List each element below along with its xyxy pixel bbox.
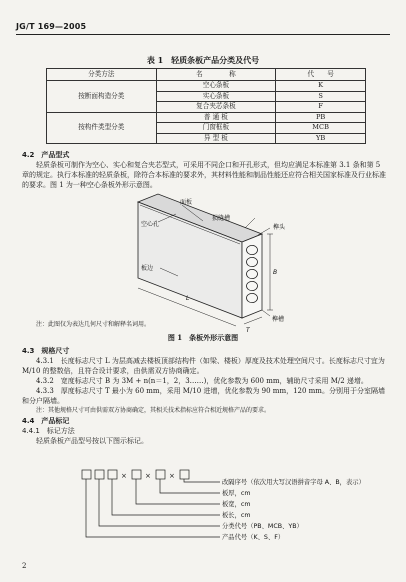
table-cell: 空心条板: [156, 81, 276, 92]
page-number: 2: [22, 562, 27, 570]
mark-item: 板厚，cm: [222, 490, 251, 497]
figure-caption: 图 1 条板外形示意图: [167, 333, 239, 342]
mark-item: 产品代号（K、S、F）: [222, 534, 285, 541]
table-cell: K: [276, 81, 366, 92]
dim-length: L: [186, 295, 190, 302]
mark-item: 分类代号（PB、MCB、YB）: [222, 523, 303, 530]
table-cell: 普 通 板: [156, 112, 276, 123]
table-header: 代 号: [276, 69, 366, 81]
table-cell: 异 型 板: [156, 133, 276, 144]
section-heading: 4.2 产品型式: [22, 151, 70, 159]
clause-4-3-3: 4.3.3 厚度标志尺寸 T 最小为 60 mm，采用 M/10 进增，优化参数为 90 mm，120 mm。分别用于分室隔墙和分户隔墙。: [22, 387, 385, 405]
table1-caption: 表 1 轻质条板产品分类及代号: [146, 55, 260, 65]
label-panel-edge: 板边: [141, 265, 154, 272]
table-cell-method: 按断面构造分类: [47, 81, 157, 113]
dim-width: B: [273, 269, 278, 276]
clause-note: 注：其他规格尺寸可由供需双方协商确定，其相关技术指标应符合相近规格产品的要求。: [36, 407, 271, 414]
times-sign: ×: [145, 472, 151, 480]
table-cell-method: 按构件类型分类: [47, 112, 157, 144]
table-header: 分类方法: [47, 69, 157, 81]
mark-item: 改隔序号（依次用大写汉语拼音字母 A、B，表示）: [222, 479, 365, 486]
section-heading: 4.4 产品标记: [22, 417, 70, 425]
clause-4-3-1: 4.3.1 长度标志尺寸 L 为层高减去楼板顶部结构件（如梁、楼板）厚度及技术处理空间尺寸。长度标志尺寸宜为 M/10 的整数倍，且符合设计要求，由供需双方协商确定。: [22, 357, 385, 375]
table-header: 名 称: [156, 69, 276, 81]
section-paragraph: 轻质条板可制作为空心、实心和复合夹芯型式，可采用不同企口和开孔形式，但均应满足本标准第 3.1 条和第 5 章的规定。执行本标准的轻质条板，除符合本标准的要求外，其材料性能和制品性能还应符合相关国家标准及行业标准的要求。图 1 为一种空心条板外形示意图。: [22, 161, 386, 189]
section-paragraph: 轻质条板产品型号按以下图示标记。: [36, 437, 148, 445]
mark-item: 板宽，cm: [222, 501, 251, 508]
table-cell: 门窗框板: [156, 123, 276, 134]
times-sign: ×: [169, 472, 175, 480]
label-panel-face: 面板: [180, 199, 193, 206]
dim-thickness: T: [246, 327, 250, 334]
table-cell: YB: [276, 133, 366, 144]
table-cell: F: [276, 102, 366, 113]
table-cell: MCB: [276, 123, 366, 134]
label-hollow-core: 空心孔: [141, 221, 160, 228]
clause-4-3-2: 4.3.2 宽度标志尺寸 B 为 3M + n(n＝1，2，3……)，优化参数为 600 mm，辅助尺寸采用 M/2 递增。: [36, 377, 368, 385]
label-tenon: 榫头: [273, 224, 286, 231]
table-cell: 复合夹芯条板: [156, 102, 276, 113]
subsection-heading: 4.4.1 标记方法: [22, 427, 75, 435]
table-cell: S: [276, 91, 366, 102]
label-mortise: 榫槽: [272, 316, 285, 323]
table-cell: PB: [276, 112, 366, 123]
times-sign: ×: [121, 472, 127, 480]
figure-note: 注：此图仅为表达几何尺寸和解释名词用。: [36, 321, 151, 328]
label-joint-groove: 损缝槽: [212, 215, 231, 222]
section-heading: 4.3 规格尺寸: [22, 347, 70, 355]
standard-code: JG/T 169—2005: [16, 22, 87, 31]
mark-item: 板长，cm: [222, 512, 251, 519]
table-cell: 实心条板: [156, 91, 276, 102]
